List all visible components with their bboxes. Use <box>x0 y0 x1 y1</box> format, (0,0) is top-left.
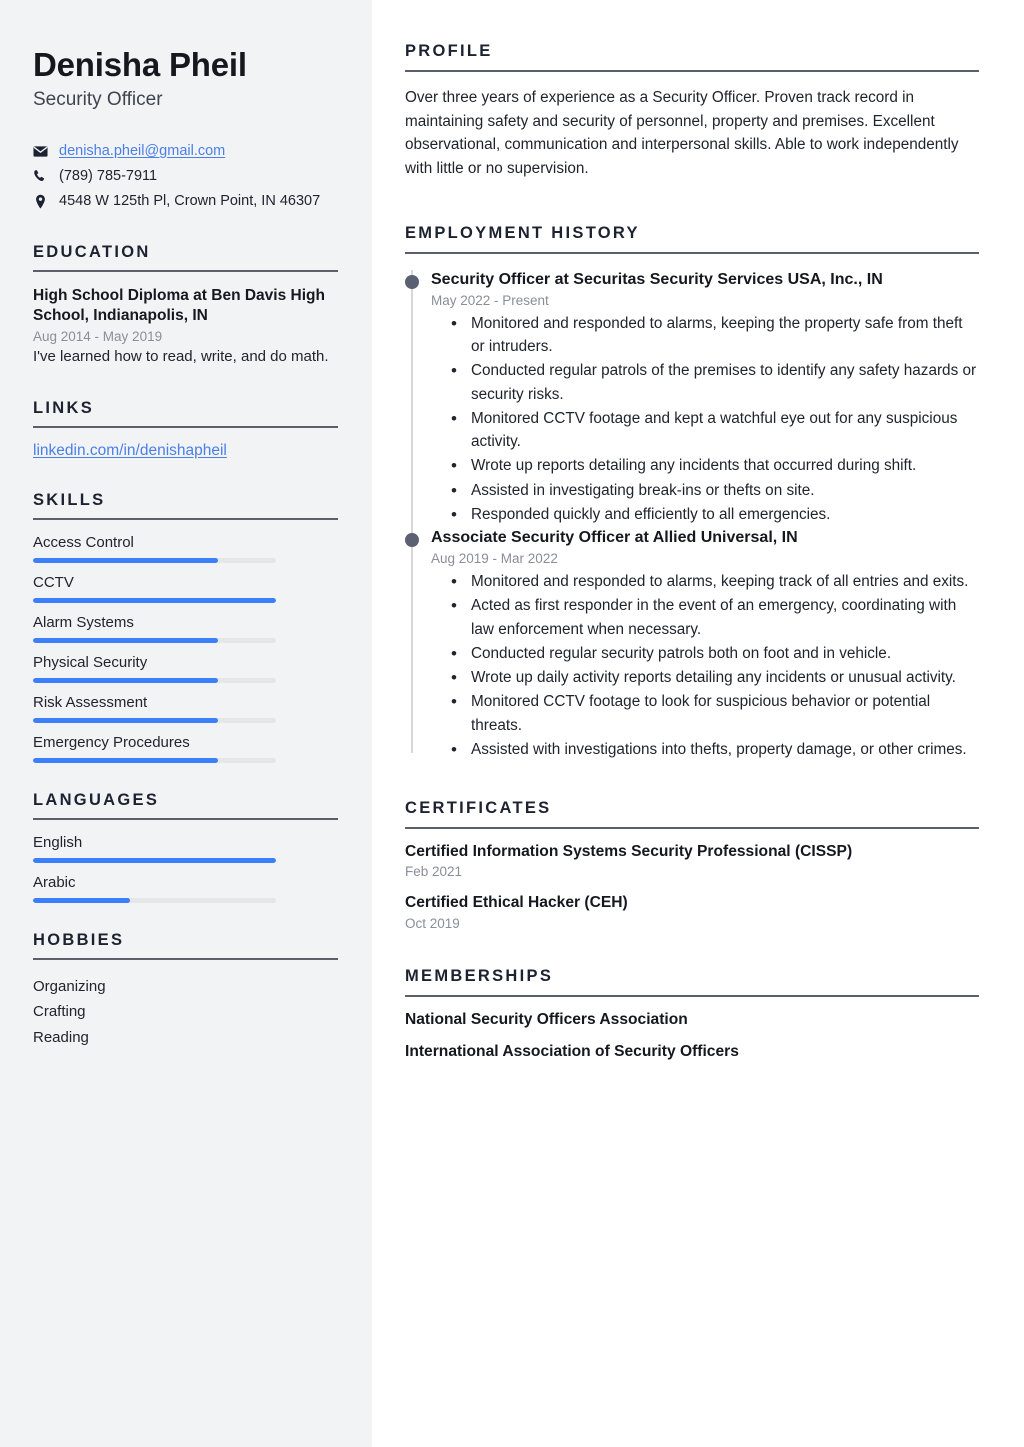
timeline-dot-icon <box>405 275 419 289</box>
job-date: May 2022 - Present <box>431 292 549 308</box>
section-education <box>33 243 338 368</box>
skill-bar-fill <box>33 718 218 723</box>
skill-bar-fill <box>33 678 218 683</box>
sidebar <box>0 0 372 1447</box>
education-title: High School Diploma at Ben Davis High School, Indianapolis, IN <box>33 286 325 325</box>
language-label: English <box>33 833 83 851</box>
skill-item <box>33 574 338 603</box>
section-heading-education: EDUCATION <box>33 242 151 261</box>
hobby-item: Organizing <box>33 977 106 995</box>
hobbies-list <box>33 960 338 1051</box>
education-description: I've learned how to read, write, and do math. <box>33 348 329 365</box>
main-content <box>372 0 1024 1447</box>
job-date: Aug 2019 - Mar 2022 <box>431 551 558 567</box>
skill-label: Alarm Systems <box>33 613 134 631</box>
skill-bar-track <box>33 558 276 563</box>
section-heading-profile: PROFILE <box>405 42 493 60</box>
job-bullet: • Conducted regular patrols of the premises to identify any safety hazards or security risks. <box>451 359 979 406</box>
job-bullet: • Monitored and responded to alarms, keeping the property safe from theft or intruders. <box>451 312 979 359</box>
profile-text: Over three years of experience as a Security Officer. Proven track record in maintaining safety and security of personnel, property and premises. Excellent observational, communication and interpersonal skills. Able to work independently with little or no supervision. <box>405 89 959 177</box>
certificate-item <box>405 879 979 930</box>
language-label: Arabic <box>33 873 76 891</box>
language-bar-fill <box>33 858 276 863</box>
linkedin-link[interactable]: linkedin.com/in/denishapheil <box>33 441 227 459</box>
skill-item <box>33 534 338 563</box>
certificate-item <box>405 829 979 879</box>
skill-label: Access Control <box>33 533 134 551</box>
certificates-list <box>405 829 979 931</box>
job-bullet: • Wrote up daily activity reports detailing any incidents or unusual activity. <box>451 666 979 689</box>
language-item <box>33 874 338 903</box>
envelope-icon <box>33 141 55 159</box>
job-title-subtitle: Security Officer <box>33 88 163 110</box>
section-languages <box>33 791 338 903</box>
skill-bar-track <box>33 638 276 643</box>
job-bullet: • Wrote up reports detailing any incidents that occurred during shift. <box>451 454 979 477</box>
hobby-item: Reading <box>33 1029 89 1047</box>
job-bullet: • Acted as first responder in the event of an emergency, coordinating with law enforcement when necessary. <box>451 594 979 641</box>
skill-item <box>33 734 338 763</box>
certificate-date: Feb 2021 <box>405 864 463 880</box>
skill-item <box>33 614 338 643</box>
job-bullet-list <box>431 312 979 526</box>
skill-bar-track <box>33 598 276 603</box>
certificate-date: Oct 2019 <box>405 915 460 931</box>
location-pin-icon <box>33 191 55 209</box>
contact-address <box>33 191 338 212</box>
skill-bar-fill <box>33 638 218 643</box>
language-item <box>33 834 338 863</box>
skill-label: Emergency Procedures <box>33 733 190 751</box>
skill-label: Risk Assessment <box>33 693 148 711</box>
job-bullet: • Assisted in investigating break-ins or thefts on site. <box>451 479 979 502</box>
contact-email[interactable] <box>33 141 338 162</box>
job-bullet-list <box>431 570 979 761</box>
job-bullet: • Monitored and responded to alarms, keeping track of all entries and exits. <box>451 570 979 593</box>
section-profile <box>405 42 979 180</box>
section-employment-history <box>405 224 979 761</box>
section-heading-employment: EMPLOYMENT HISTORY <box>405 224 640 243</box>
skill-bar-track <box>33 758 276 763</box>
language-bar-track <box>33 858 276 863</box>
job-entry <box>405 270 979 526</box>
section-heading-certificates: CERTIFICATES <box>405 799 552 818</box>
contact-phone <box>33 166 338 187</box>
email-link[interactable]: denisha.pheil@gmail.com <box>59 142 226 159</box>
job-bullet: • Monitored CCTV footage and kept a watchful eye out for any suspicious activity. <box>451 407 979 454</box>
address-text: 4548 W 125th Pl, Crown Point, IN 46307 <box>59 192 321 209</box>
membership-item: National Security Officers Association <box>405 1010 688 1028</box>
skill-bar-fill <box>33 598 276 603</box>
page-title: Denisha Pheil <box>33 46 247 83</box>
contact-list <box>33 141 338 212</box>
employment-timeline <box>405 254 979 761</box>
skill-bar-track <box>33 678 276 683</box>
skill-item <box>33 654 338 683</box>
language-bar-fill <box>33 898 130 903</box>
hobby-item: Crafting <box>33 1003 86 1021</box>
certificate-title: Certified Information Systems Security Professional (CISSP) <box>405 843 853 861</box>
job-bullet: • Conducted regular security patrols both on foot and in vehicle. <box>451 642 979 665</box>
skill-bar-fill <box>33 758 218 763</box>
section-memberships <box>405 967 979 1061</box>
section-heading-memberships: MEMBERSHIPS <box>405 966 554 985</box>
section-hobbies <box>33 931 338 1051</box>
skills-list <box>33 520 338 763</box>
job-bullet: • Monitored CCTV footage to look for suspicious behavior or potential threats. <box>451 690 979 737</box>
education-date: Aug 2014 - May 2019 <box>33 329 163 344</box>
section-links <box>33 399 338 460</box>
skill-label: CCTV <box>33 573 74 591</box>
job-role: Security Officer at Securitas Security Services USA, Inc., IN <box>431 271 883 289</box>
job-entry <box>405 528 979 761</box>
section-heading-hobbies: HOBBIES <box>33 930 125 949</box>
phone-text: (789) 785-7911 <box>59 167 158 184</box>
language-bar-track <box>33 898 276 903</box>
section-certificates <box>405 799 979 931</box>
languages-list <box>33 820 338 903</box>
skill-item <box>33 694 338 723</box>
job-bullet: • Assisted with investigations into thefts, property damage, or other crimes. <box>451 738 979 761</box>
skill-bar-track <box>33 718 276 723</box>
section-heading-skills: SKILLS <box>33 490 106 509</box>
skill-label: Physical Security <box>33 653 148 671</box>
memberships-list <box>405 997 979 1061</box>
membership-item: International Association of Security Officers <box>405 1042 739 1060</box>
job-bullet: • Responded quickly and efficiently to all emergencies. <box>451 503 979 526</box>
section-skills <box>33 491 338 763</box>
section-heading-links: LINKS <box>33 398 94 417</box>
section-heading-languages: LANGUAGES <box>33 790 160 809</box>
phone-icon <box>33 166 55 184</box>
skill-bar-fill <box>33 558 218 563</box>
certificate-title: Certified Ethical Hacker (CEH) <box>405 894 628 912</box>
job-role: Associate Security Officer at Allied Universal, IN <box>431 529 798 547</box>
timeline-dot-icon <box>405 533 419 547</box>
